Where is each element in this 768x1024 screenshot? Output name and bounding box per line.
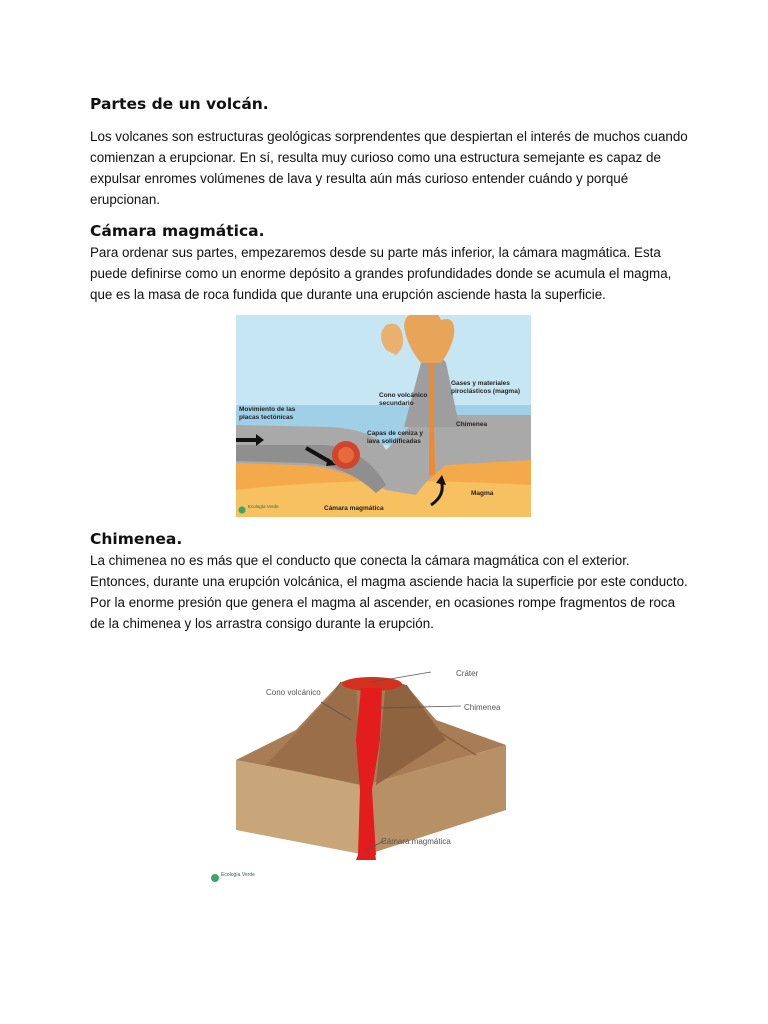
label-movimiento: Movimiento de las	[239, 406, 296, 413]
logo-leaf-icon	[211, 874, 219, 882]
label-magma: Magma	[471, 490, 494, 497]
label-cono-volcanico: Cono volcánico	[266, 688, 321, 697]
logo-text: Ecología Verde	[221, 872, 255, 878]
chimenea-paragraph: La chimenea no es más que el conducto que conecta la cámara magmática con el exterior. Entonces, durante una erupción volcánica, el magma asciende hacia la superficie por este conducto. Por la enorme presión que genera el magma al ascender, en ocasiones rompe fragmentos de roca de la chimenea y los arrastra consigo durante la erupción.	[90, 553, 688, 631]
label-gases: Gases y materiales	[451, 380, 510, 387]
volcano-cross-section-illustration	[236, 315, 531, 517]
label-capas-2: lava solidificadas	[367, 438, 421, 445]
label-movimiento-2: placas tectónicas	[239, 414, 294, 421]
label-cono-secundario-2: secundario	[379, 400, 414, 407]
label-chimenea: Chimenea	[464, 703, 501, 712]
logo-text: Ecología Verde	[248, 504, 279, 509]
volcano-block-illustration	[206, 660, 536, 890]
volcano-cross-section-figure	[236, 315, 531, 517]
section-title-camara: Cámara magmática.	[90, 222, 265, 240]
intro-paragraph: Los volcanes son estructuras geológicas sorprendentes que despiertan el interés de muchos cuando comienzan a erupcionar. En sí, resulta muy curioso como una estructura semejante es capaz de expulsar enromes volúmenes de lava y resulta aún más curioso entender cuándo y porqué erupcionan.	[90, 129, 688, 207]
label-capas: Capas de ceniza y	[367, 430, 423, 437]
label-crater: Cráter	[456, 669, 479, 678]
label-camara-magmatica: Cámara magmática	[324, 505, 384, 512]
camara-paragraph: Para ordenar sus partes, empezaremos desde su parte más inferior, la cámara magmática. Esta puede definirse como un enorme depósito a grandes profundidades donde se acumula el magma, que es la masa de roca fundida que durante una erupción asciende hasta la superficie.	[90, 245, 672, 302]
section-title-chimenea: Chimenea.	[90, 530, 183, 548]
logo-leaf-icon	[239, 507, 246, 514]
label-gases-2: piroclásticos (magma)	[451, 388, 520, 395]
label-cono-secundario: Cono volcánico	[379, 392, 428, 399]
label-chimenea: Chimenea	[456, 421, 488, 428]
page-title: Partes de un volcán.	[90, 95, 269, 113]
volcano-block-figure	[206, 660, 536, 890]
label-camara-magmatica: Cámara magmática	[381, 837, 451, 846]
